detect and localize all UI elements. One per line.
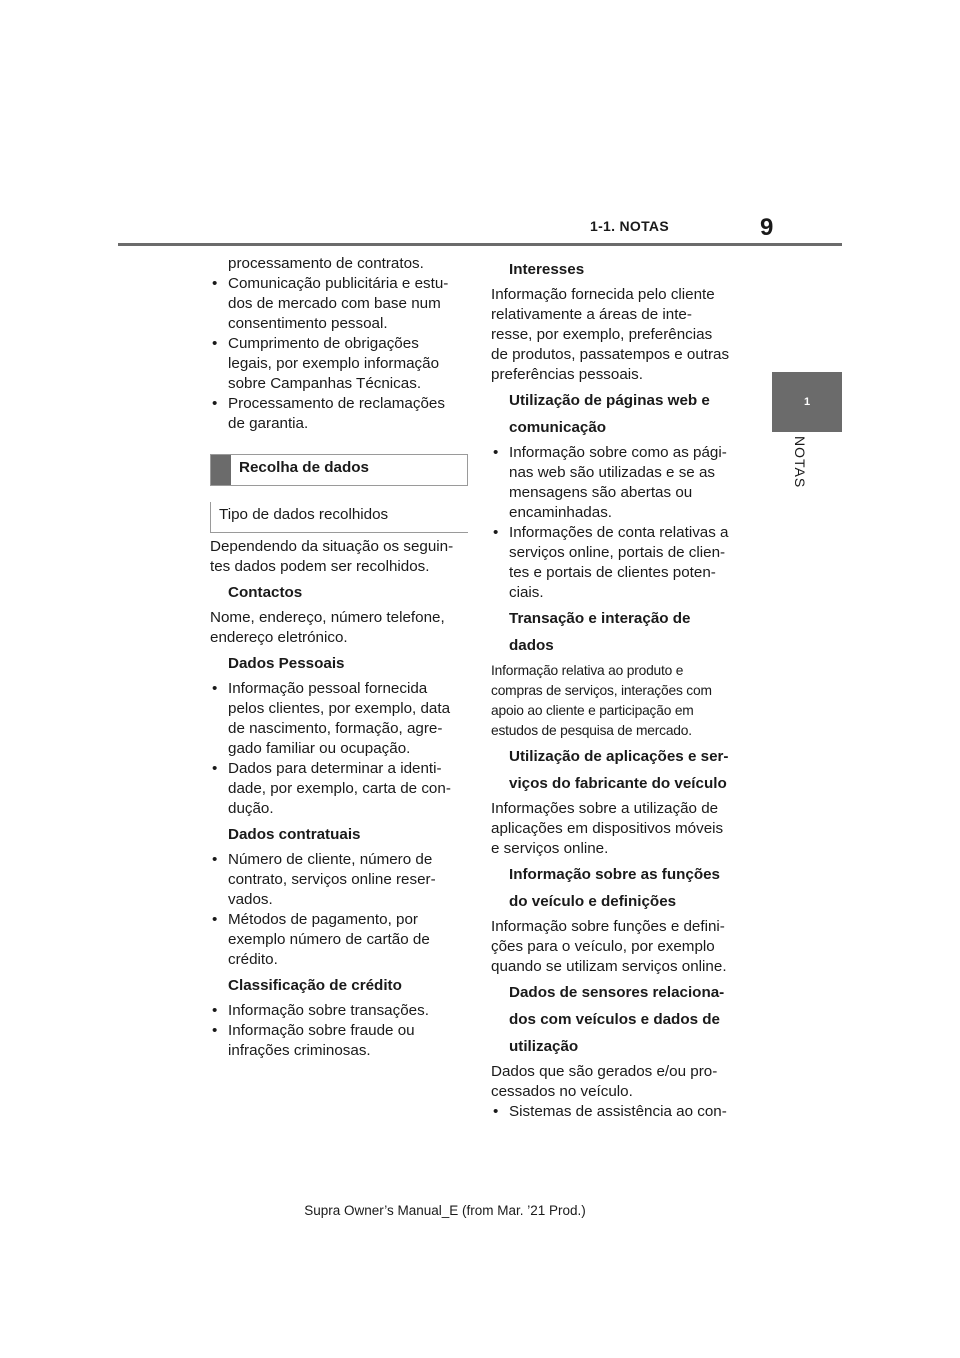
subheading: do veículo e definições	[509, 893, 677, 910]
text-line: dade, por exemplo, carta de con-	[228, 780, 451, 797]
subheading: dados	[509, 637, 554, 654]
bullet-item: • Informação pessoal fornecida	[210, 679, 468, 699]
subheading: Interesses	[509, 261, 585, 278]
text-line: infrações criminosas.	[228, 1042, 371, 1059]
subheading: Informação sobre as funções	[509, 866, 721, 883]
text-line: Informações sobre a utilização de	[491, 800, 719, 817]
subheading: Utilização de aplicações e ser-	[509, 748, 729, 765]
chapter-tab-label: NOTAS	[792, 436, 808, 489]
left-column	[210, 254, 468, 1061]
subheading: Utilização de páginas web e	[509, 392, 710, 409]
page-footer: Supra Owner’s Manual_E (from Mar. ’21 Prod.)	[304, 1203, 586, 1218]
text-line: legais, por exemplo informação	[228, 355, 440, 372]
text-line: ções para o veículo, por exemplo	[491, 938, 715, 955]
text-line: cessados no veículo.	[491, 1083, 633, 1100]
page-number: 9	[760, 214, 774, 241]
text-line: mensagens são abertas ou	[509, 484, 693, 501]
text-line: Dados que são gerados e/ou pro-	[491, 1063, 718, 1080]
bullet-item: • Dados para determinar a identi-	[210, 759, 468, 779]
text-line: tes e portais de clientes poten-	[509, 564, 716, 581]
text-line: dução.	[228, 800, 274, 817]
subsection-heading: Tipo de dados recolhidos	[210, 502, 468, 533]
bullet-item: • Informação sobre fraude ou	[210, 1021, 468, 1041]
subheading: utilização	[509, 1038, 579, 1055]
text-line: quando se utilizam serviços online.	[491, 958, 727, 975]
right-column	[491, 254, 747, 1122]
text-line: Informação fornecida pelo cliente	[491, 286, 715, 303]
text-line: aplicações em dispositivos móveis	[491, 820, 724, 837]
chapter-title: 1-1. NOTAS	[590, 218, 669, 234]
text-line: exemplo número de cartão de	[228, 931, 430, 948]
section-marker	[211, 455, 231, 485]
text-line: de produtos, passatempos e outras	[491, 346, 730, 363]
bullet-item: • Métodos de pagamento, por	[210, 910, 468, 930]
text-line: crédito.	[228, 951, 278, 968]
subheading: comunicação	[509, 419, 607, 436]
text-line: de garantia.	[228, 415, 309, 432]
bullet-item: • Cumprimento de obrigações	[210, 334, 468, 354]
text-line: tes dados podem ser recolhidos.	[210, 558, 430, 575]
text-line: relativamente a áreas de inte-	[491, 306, 692, 323]
text-line: sobre Campanhas Técnicas.	[228, 375, 422, 392]
bullet-item: • Informações de conta relativas a	[491, 523, 747, 543]
text-line: Informação relativa ao produto e	[491, 663, 684, 678]
bullet-item: • Número de cliente, número de	[210, 850, 468, 870]
text-line: Nome, endereço, número telefone,	[210, 609, 445, 626]
bullet-item: • Processamento de reclamações	[210, 394, 468, 414]
text-line: Informação sobre funções e defini-	[491, 918, 725, 935]
text-line: serviços online, portais de clien-	[509, 544, 726, 561]
text-line: gado familiar ou ocupação.	[228, 740, 411, 757]
text-line: ciais.	[509, 584, 544, 601]
text-line: dos de mercado com base num	[228, 295, 441, 312]
subheading: Transação e interação de	[509, 610, 691, 627]
text-line: Dependendo da situação os seguin-	[210, 538, 454, 555]
text-line: compras de serviços, interações com	[491, 683, 712, 698]
subheading: Dados de sensores relaciona-	[509, 984, 725, 1001]
text-line: vados.	[228, 891, 273, 908]
subheading: dos com veículos e dados de	[509, 1011, 721, 1028]
header-divider	[118, 243, 842, 246]
subheading: Dados contratuais	[228, 826, 361, 843]
bullet-item: • Sistemas de assistência ao con-	[491, 1102, 747, 1122]
subheading: Classificação de crédito	[228, 977, 402, 994]
text-line: encaminhadas.	[509, 504, 613, 521]
chapter-tab: 1	[772, 372, 842, 432]
text-line: de nascimento, formação, agre-	[228, 720, 443, 737]
section-title: Recolha de dados	[239, 459, 369, 476]
text-line: processamento de contratos.	[228, 255, 424, 272]
subheading: Dados Pessoais	[228, 655, 345, 672]
text-line: e serviços online.	[491, 840, 609, 857]
text-line: nas web são utilizadas e se as	[509, 464, 715, 481]
bullet-item: • Informação sobre como as pági-	[491, 443, 747, 463]
text-line: estudos de pesquisa de mercado.	[491, 723, 692, 738]
bullet-item: • Comunicação publicitária e estu-	[210, 274, 468, 294]
bullet-item: • Informação sobre transações.	[210, 1001, 468, 1021]
text-line: resse, por exemplo, preferências	[491, 326, 713, 343]
section-heading-box	[210, 454, 468, 486]
text-line: consentimento pessoal.	[228, 315, 388, 332]
text-line: apoio ao cliente e participação em	[491, 703, 694, 718]
text-line: endereço eletrónico.	[210, 629, 348, 646]
text-line: preferências pessoais.	[491, 366, 643, 383]
text-line: pelos clientes, por exemplo, data	[228, 700, 451, 717]
subheading: viços do fabricante do veículo	[509, 775, 727, 792]
text-line: contrato, serviços online reser-	[228, 871, 436, 888]
subheading: Contactos	[228, 584, 303, 601]
